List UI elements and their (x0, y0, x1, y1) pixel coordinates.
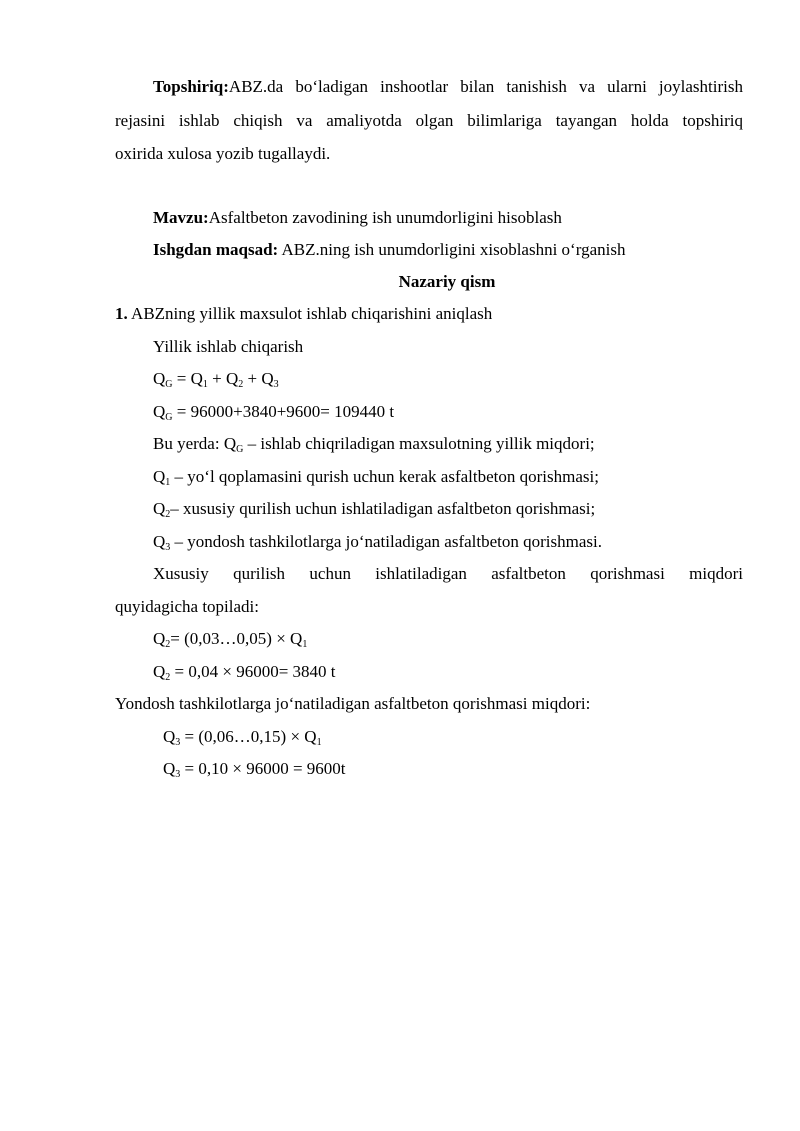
goal-label: Ishgdan maqsad: (153, 240, 279, 259)
formula-qg-sum: $Q_G = Q_1 + Q_2 + Q_3$ (153, 369, 279, 390)
formula-q3-value: $Q_3 = 0,10 \times 96000 = 9600t$ (163, 759, 346, 780)
formula-q3-range: $Q_3$ = (0,06…0,15) × $Q_1$ (163, 727, 322, 748)
task-label: Topshiriq: (153, 77, 229, 96)
private-line-2: quyidagicha topiladi: (115, 597, 259, 616)
section-title: Nazariy qism (398, 272, 496, 291)
partner-line: Yondosh tashkilotlarga jo‘natiladigan asfaltbeton qorishmasi miqdori: (115, 694, 591, 713)
goal-text: ABZ.ning ish unumdorligini xisoblashni o‘rganish (278, 240, 626, 259)
task-line-1 (153, 76, 743, 98)
task-text-1: ABZ.da bo‘ladigan inshootlar bilan tanishish va ularni joylashtirish (228, 77, 743, 96)
topic-line (153, 207, 562, 229)
goal-line (153, 239, 625, 261)
section-1-heading-text: ABZning yillik maxsulot ishlab chiqarishini aniqlash (127, 304, 493, 323)
private-line-1: Xususiy qurilish uchun ishlatiladigan asfaltbeton qorishmasi miqdori (153, 564, 743, 583)
formula-q2-range: $Q_2=$ (0,03…0,05) × $Q_1$ (153, 629, 308, 650)
section-1-heading (115, 303, 492, 325)
formula-q2-value: $Q_2 = 0,04 \times 96000= 3840$ t (153, 662, 336, 683)
task-line-2: rejasini ishlab chiqish va amaliyotda olgan bilimlariga tayangan holda topshiriq (115, 111, 743, 130)
topic-label: Mavzu: (153, 208, 209, 227)
section-1-number: 1. (115, 304, 128, 323)
definition-q2: $Q_2-$ xususiy qurilish uchun ishlatiladigan asfaltbeton qorishmasi; (153, 499, 596, 520)
task-line-3: oxirida xulosa yozib tugallaydi. (115, 144, 331, 163)
topic-text: Asfaltbeton zavodining ish unumdorligini hisoblash (208, 208, 562, 227)
formula-qg-values: $Q_G = 96000+3840+9600= 109440$ t (153, 402, 395, 423)
definition-q1: $Q_1$ – yo‘l qoplamasini qurish uchun kerak asfaltbeton qorishmasi; (153, 467, 599, 488)
definition-q3: $Q_3$ – yondosh tashkilotlarga jo‘natiladigan asfaltbeton qorishmasi. (153, 532, 602, 553)
subheading: Yillik ishlab chiqarish (153, 337, 304, 356)
definition-qg: Bu yerda: $Q_G$ – ishlab chiqriladigan maxsulotning yillik miqdori; (153, 434, 595, 455)
